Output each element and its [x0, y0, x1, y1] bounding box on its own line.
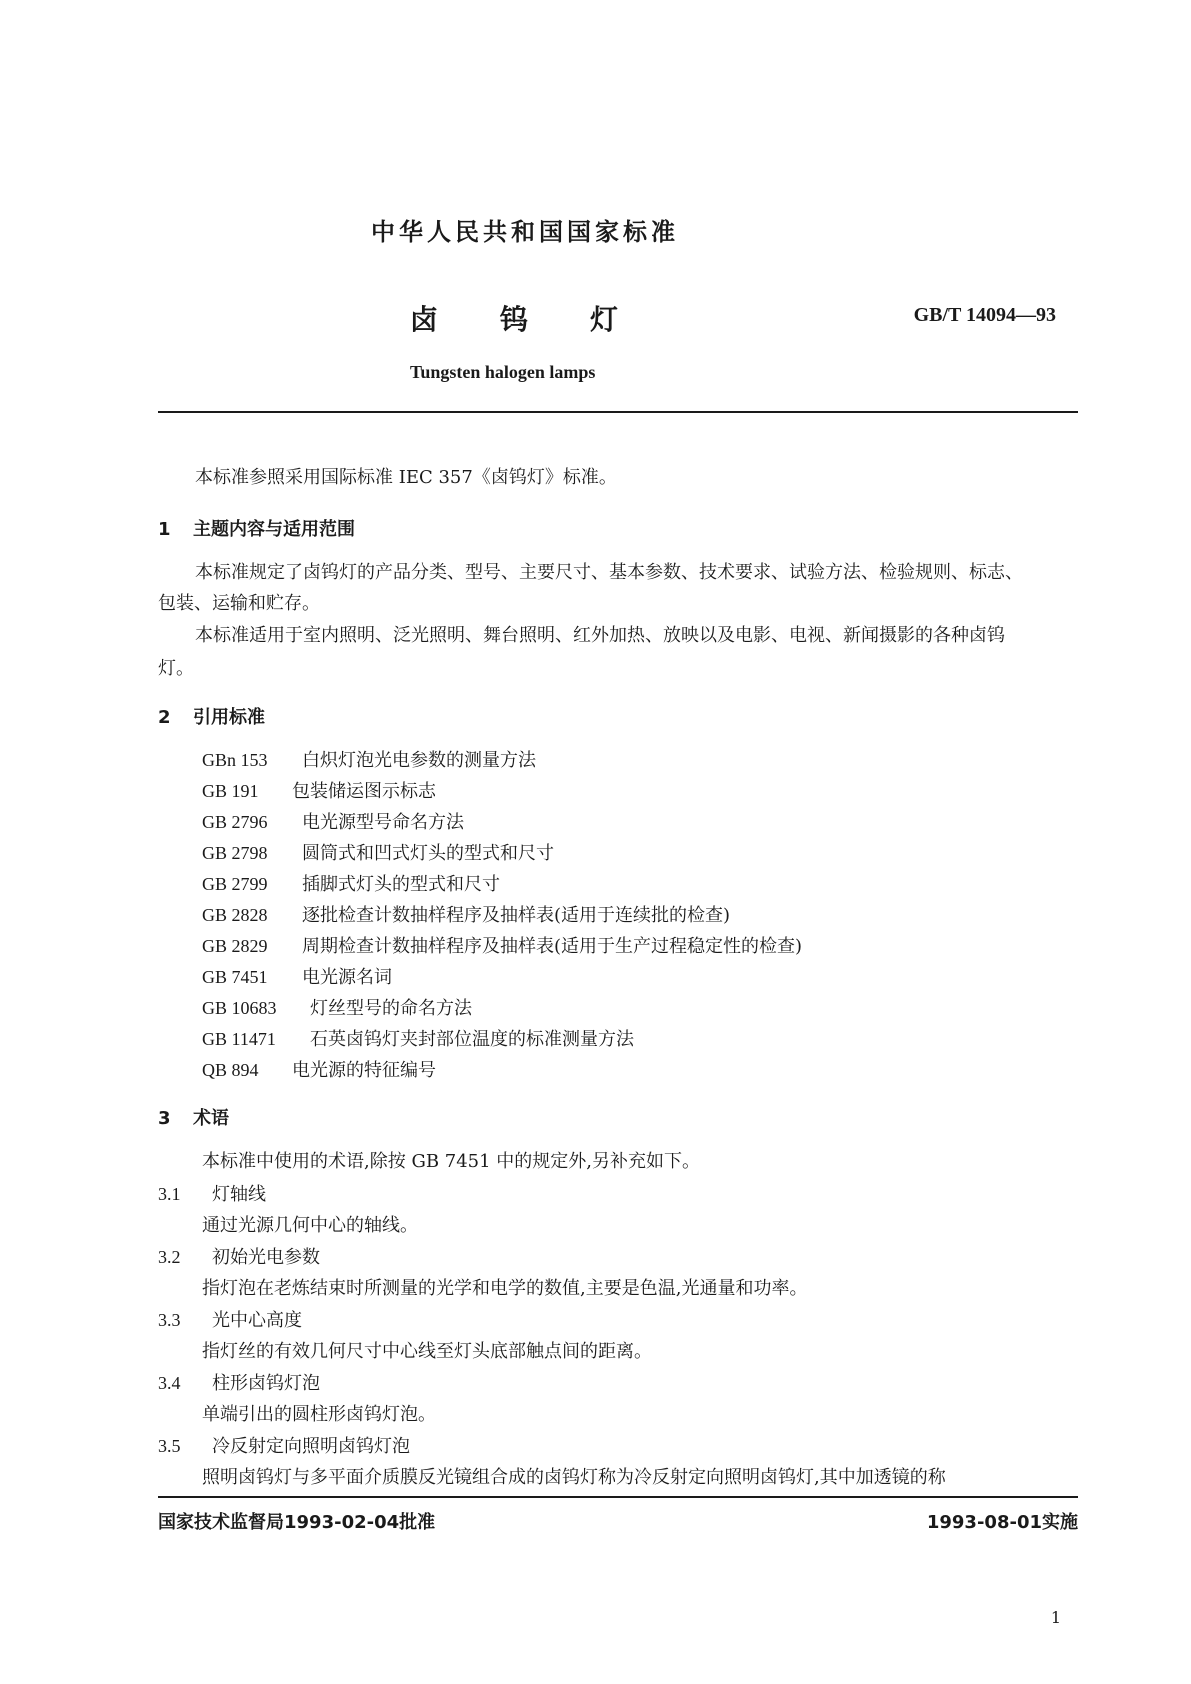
term-heading: [158, 1308, 302, 1333]
section-3-heading: [158, 1104, 229, 1130]
header-divider: [158, 411, 1078, 413]
reference-title: 电光源名词: [302, 967, 392, 988]
reference-title: 包装储运图示标志: [292, 781, 436, 802]
section-title: 主题内容与适用范围: [193, 519, 355, 540]
term-heading: [158, 1371, 320, 1396]
term-number: 3.1: [158, 1184, 181, 1204]
reference-title: 电光源的特征编号: [292, 1060, 436, 1081]
reference-title: 周期检查计数抽样程序及抽样表(适用于生产过程稳定性的检查): [302, 936, 803, 957]
section-1-para-2-line-2: 灯。: [158, 658, 194, 679]
section-title: 术语: [193, 1108, 229, 1129]
term-name: 灯轴线: [212, 1184, 266, 1205]
page-number: 1: [1050, 1608, 1061, 1627]
reference-item: [202, 903, 730, 928]
term-definition: 指灯丝的有效几何尺寸中心线至灯头底部触点间的距离。: [202, 1341, 652, 1362]
reference-code: QB 894: [202, 1060, 259, 1080]
term-name: 冷反射定向照明卤钨灯泡: [212, 1436, 410, 1457]
term-number: 3.2: [158, 1247, 181, 1267]
reference-code: GB 10683: [202, 998, 277, 1018]
section-1-heading: [158, 515, 355, 541]
reference-code: GB 2828: [202, 905, 268, 925]
term-name: 初始光电参数: [212, 1247, 320, 1268]
effective-date: 1993-08-01实施: [926, 1512, 1078, 1533]
reference-code: GB 2798: [202, 843, 268, 863]
approval-note: 国家技术监督局1993-02-04批准: [158, 1512, 436, 1533]
reference-code: GBn 153: [202, 750, 268, 770]
reference-title: 白炽灯泡光电参数的测量方法: [302, 750, 536, 771]
reference-code: GB 2799: [202, 874, 268, 894]
reference-code: GB 2829: [202, 936, 268, 956]
reference-item: [202, 779, 436, 804]
section-number: 1: [158, 519, 171, 540]
document-title-cn: 卤钨灯: [410, 303, 681, 336]
term-number: 3.4: [158, 1373, 181, 1393]
reference-title: 插脚式灯头的型式和尺寸: [302, 874, 500, 895]
section-title: 引用标准: [193, 707, 265, 728]
section-number: 3: [158, 1108, 171, 1129]
footer-divider: [158, 1496, 1078, 1498]
reference-code: GB 191: [202, 781, 259, 801]
term-heading: [158, 1245, 320, 1270]
section-3-intro: 本标准中使用的术语,除按 GB 7451 中的规定外,另补充如下。: [202, 1151, 701, 1172]
reference-item: [202, 996, 472, 1021]
term-definition: 通过光源几何中心的轴线。: [202, 1215, 418, 1236]
section-number: 2: [158, 707, 171, 728]
reference-title: 逐批检查计数抽样程序及抽样表(适用于连续批的检查): [302, 905, 731, 926]
reference-title: 电光源型号命名方法: [302, 812, 464, 833]
term-name: 光中心高度: [212, 1310, 302, 1331]
section-1-para-1-line-2: 包装、运输和贮存。: [158, 593, 320, 614]
document-title-en: Tungsten halogen lamps: [410, 362, 596, 382]
reference-item: [202, 810, 464, 835]
national-standard-title: 中华人民共和国国家标准: [371, 218, 679, 246]
reference-item: [202, 965, 392, 990]
term-definition: 照明卤钨灯与多平面介质膜反光镜组合成的卤钨灯称为冷反射定向照明卤钨灯,其中加透镜的称: [202, 1467, 946, 1488]
intro-paragraph: 本标准参照采用国际标准 IEC 357《卤钨灯》标准。: [195, 467, 617, 488]
term-heading: [158, 1434, 410, 1459]
term-heading: [158, 1182, 266, 1207]
term-definition: 指灯泡在老炼结束时所测量的光学和电学的数值,主要是色温,光通量和功率。: [202, 1278, 808, 1299]
term-number: 3.5: [158, 1436, 181, 1456]
term-number: 3.3: [158, 1310, 181, 1330]
reference-item: [202, 748, 536, 773]
reference-title: 灯丝型号的命名方法: [310, 998, 472, 1019]
reference-item: [202, 872, 500, 897]
reference-item: [202, 1027, 634, 1052]
term-definition: 单端引出的圆柱形卤钨灯泡。: [202, 1404, 436, 1425]
term-name: 柱形卤钨灯泡: [212, 1373, 320, 1394]
standard-code: GB/T 14094—93: [913, 304, 1056, 326]
reference-title: 圆筒式和凹式灯头的型式和尺寸: [302, 843, 554, 864]
reference-code: GB 7451: [202, 967, 268, 987]
reference-item: [202, 1058, 436, 1083]
section-2-heading: [158, 703, 265, 729]
reference-item: [202, 934, 802, 959]
section-1-para-1-line-1: 本标准规定了卤钨灯的产品分类、型号、主要尺寸、基本参数、技术要求、试验方法、检验规则、标志、: [195, 562, 1023, 583]
reference-title: 石英卤钨灯夹封部位温度的标准测量方法: [310, 1029, 634, 1050]
reference-item: [202, 841, 554, 866]
section-1-para-2-line-1: 本标准适用于室内照明、泛光照明、舞台照明、红外加热、放映以及电影、电视、新闻摄影的各种卤钨: [195, 625, 1005, 646]
reference-code: GB 11471: [202, 1029, 276, 1049]
reference-code: GB 2796: [202, 812, 268, 832]
